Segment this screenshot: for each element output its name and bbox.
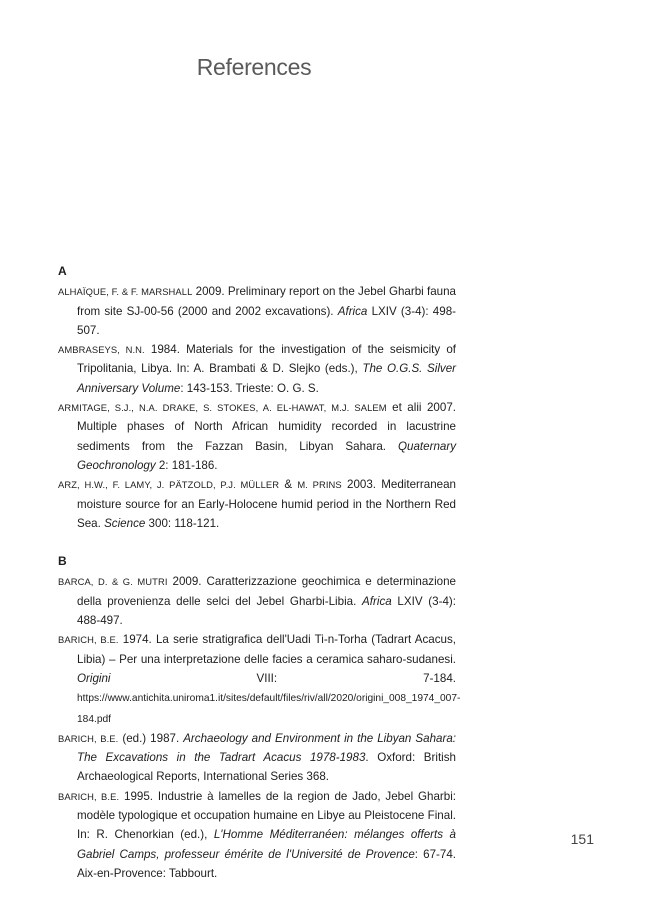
reference-text: & bbox=[279, 478, 298, 492]
reference-authors: BARCA, D. & G. MUTRI bbox=[58, 576, 168, 588]
reference-entry bbox=[58, 282, 456, 340]
reference-italic-title: Africa bbox=[362, 594, 392, 608]
reference-authors: ARZ, H.W., F. LAMY, J. PÄTZOLD, P.J. MÜLLER bbox=[58, 479, 280, 491]
reference-entry bbox=[58, 630, 461, 728]
reference-entry bbox=[58, 475, 456, 533]
reference-text: 2009. Preliminary report on the Jebel Gharbi fauna from site SJ-00-56 (2000 and 2002 excavations). bbox=[77, 285, 456, 318]
reference-italic-title: L'Homme Méditerranéen: mélanges offerts à Gabriel Camps, professeur émérite de l'Université de Provence bbox=[77, 828, 456, 861]
reference-authors: AMBRASEYS, N.N. bbox=[58, 344, 145, 356]
reference-entry bbox=[58, 340, 456, 398]
reference-list bbox=[58, 262, 461, 883]
reference-text: 2003. Mediterranean moisture source for an Early-Holocene humid period in the Northern Red Sea. bbox=[77, 478, 457, 530]
reference-italic-title: Africa bbox=[337, 304, 368, 318]
reference-authors: ALHAÏQUE, F. & F. MARSHALL bbox=[58, 286, 193, 298]
reference-authors: ARMITAGE, S.J., N.A. DRAKE, S. STOKES, A. EL-HAWAT, M.J. SALEM bbox=[58, 402, 387, 414]
reference-text: : 67-74. Aix-en-Provence: Tabbourt. bbox=[77, 847, 456, 880]
reference-authors: BARICH, B.E. bbox=[58, 732, 119, 744]
reference-text: (ed.) 1987. bbox=[118, 731, 184, 745]
reference-italic-title: Quaternary Geochronology bbox=[77, 439, 456, 472]
reference-text: 2: 181-186. bbox=[155, 458, 218, 472]
reference-authors: BARICH, B.E. bbox=[58, 790, 120, 802]
page-number: 151 bbox=[570, 831, 594, 847]
reference-italic-title: Origini bbox=[77, 671, 111, 685]
reference-text: . Oxford: British Archaeological Reports, International Series 368. bbox=[77, 751, 456, 784]
reference-italic-title: The O.G.S. Silver Anniversary Volume bbox=[77, 362, 457, 395]
reference-italic-title: Archaeology and Environment in the Libyan Sahara: The Excavations in the Tadrart Acacus 1978-1983 bbox=[77, 731, 456, 765]
reference-text: et alii 2007. Multiple phases of North African humidity recorded in lacustrine sediments from the Fazzan Basin, Libyan Sahara. bbox=[77, 401, 456, 453]
page-title: References bbox=[196, 54, 312, 80]
reference-text: LXIV (3-4): 498-507. bbox=[77, 304, 456, 337]
reference-entry bbox=[58, 572, 456, 630]
reference-text: VIII: 7-184. bbox=[110, 671, 456, 685]
reference-text: 1995. Industrie à lamelles de la region de Jado, Jebel Gharbi: modèle typologique et occupation humaine en Libye au Pleistocene Final. In: R. Chenorkian (ed.), bbox=[77, 789, 457, 842]
reference-text: : 143-153. Trieste: O. G. S. bbox=[180, 381, 319, 395]
reference-text: 1984. Materials for the investigation of the seismicity of Tripolitania, Libya. In: A. Brambati & D. Slejko (eds.), bbox=[77, 343, 457, 376]
reference-url[interactable]: https://www.antichita.uniroma1.it/sites/default/files/riv/all/2020/origini_008_1974_007-184.pdf bbox=[77, 693, 461, 725]
reference-section-b bbox=[58, 552, 461, 883]
reference-entry bbox=[58, 729, 456, 787]
reference-text: 2009. Caratterizzazione geochimica e determinazione della provenienza delle selci del Jebel Gharbi-Libia. bbox=[77, 575, 456, 608]
reference-entry bbox=[58, 398, 456, 475]
reference-text: 300: 118-121. bbox=[145, 516, 220, 530]
reference-authors: BARICH, B.E. bbox=[58, 634, 119, 646]
reference-text: LXIV (3-4): 488-497. bbox=[77, 594, 456, 628]
reference-section-a bbox=[58, 262, 456, 533]
section-letter: B bbox=[58, 554, 67, 569]
reference-entry bbox=[58, 787, 456, 883]
reference-authors: M. PRINS bbox=[297, 479, 342, 491]
reference-italic-title: Science bbox=[104, 516, 146, 530]
section-letter: A bbox=[58, 264, 67, 278]
reference-text: 1974. La serie stratigrafica dell'Uadi Ti-n-Torha (Tadrart Acacus, Libia) – Per una interpretazione delle facies a ceramica saharo-sudanesi. bbox=[77, 633, 457, 666]
